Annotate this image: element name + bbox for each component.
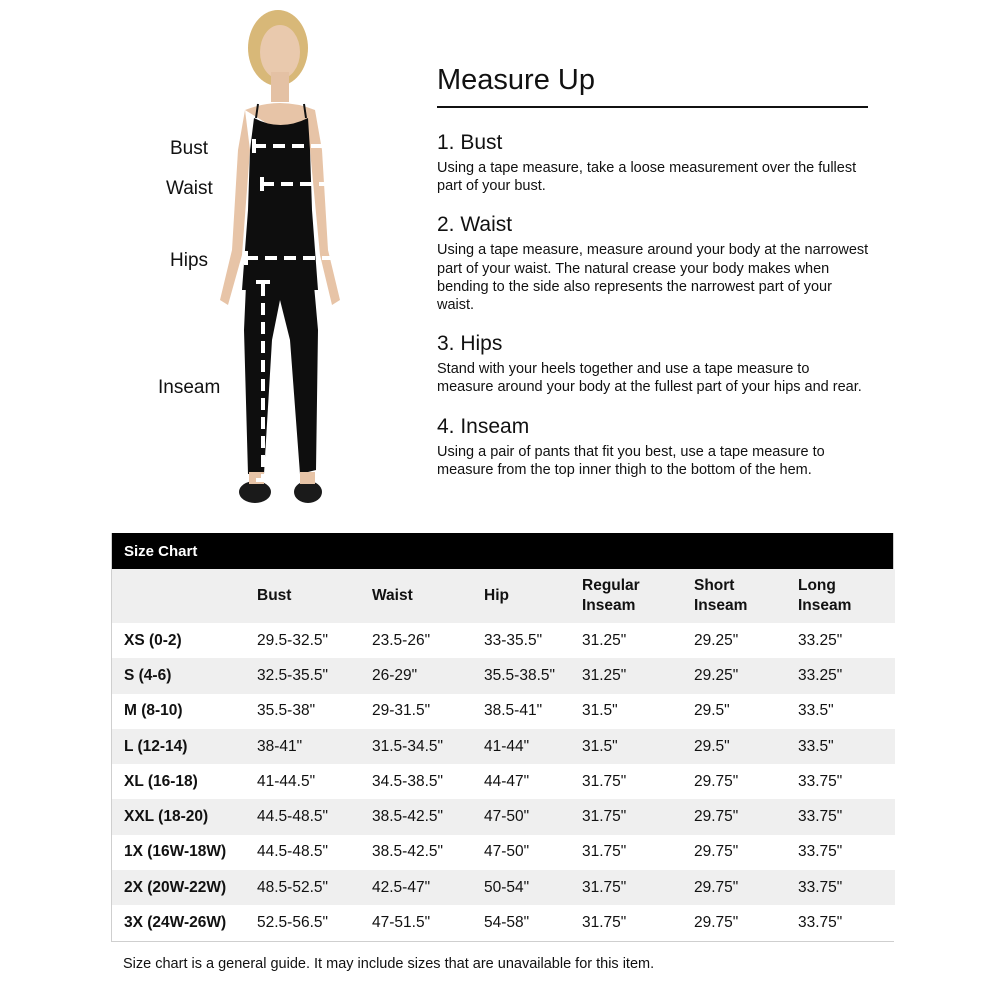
- size-chart-note: Size chart is a general guide. It may include sizes that are unavailable for this item.: [123, 956, 655, 972]
- header-line: Long: [798, 577, 836, 594]
- short-inseam-cell: 29.75": [694, 878, 739, 896]
- header-line: Regular: [582, 577, 640, 594]
- regular-inseam-cell: 31.5": [582, 737, 618, 755]
- bust-cell: 52.5-56.5": [257, 914, 328, 932]
- column-header-bust: Bust: [245, 569, 360, 623]
- waist-cell: 42.5-47": [372, 878, 431, 896]
- bust-cell: 38-41": [257, 737, 303, 755]
- label-waist: Waist: [166, 178, 213, 199]
- title-divider: [437, 106, 868, 108]
- header-line: Inseam: [582, 597, 636, 614]
- table-row: [112, 870, 895, 905]
- step-text: Using a tape measure, measure around your body at the narrowest part of your waist. The natural crease your body makes when bending to the side also represents the narrowest part of your waist.: [437, 242, 869, 314]
- short-inseam-cell: 29.75": [694, 843, 739, 861]
- table-row: [112, 623, 895, 658]
- size-chart-title: Size Chart: [112, 533, 893, 569]
- regular-inseam-cell: 31.5": [582, 702, 618, 720]
- short-inseam-cell: 29.75": [694, 772, 739, 790]
- label-hips: Hips: [170, 250, 209, 271]
- bust-cell: 48.5-52.5": [257, 878, 328, 896]
- column-header-regular-inseam: [570, 569, 682, 623]
- regular-inseam-cell: 31.75": [582, 843, 627, 861]
- bust-cell: 44.5-48.5": [257, 843, 328, 861]
- table-row: [112, 905, 895, 940]
- short-inseam-cell: 29.5": [694, 702, 730, 720]
- bust-cell: 35.5-38": [257, 702, 316, 720]
- long-inseam-cell: 33.25": [798, 631, 843, 649]
- table-row: [112, 729, 895, 764]
- waist-cell: 31.5-34.5": [372, 737, 443, 755]
- label-inseam: Inseam: [158, 377, 221, 398]
- waist-cell: 26-29": [372, 666, 418, 684]
- size-cell: L (12-14): [124, 737, 188, 755]
- waist-cell: 38.5-42.5": [372, 843, 443, 861]
- bust-cell: 44.5-48.5": [257, 808, 328, 826]
- step-waist: [437, 212, 869, 314]
- step-text: Stand with your heels together and use a tape measure to measure around your body at the fullest part of your hips and rear.: [437, 361, 862, 396]
- hip-cell: 44-47": [484, 772, 530, 790]
- column-header-hip: Hip: [472, 569, 570, 623]
- size-cell: M (8-10): [124, 702, 183, 720]
- hip-cell: 50-54": [484, 878, 530, 896]
- step-bust: [437, 130, 869, 195]
- step-text: Using a pair of pants that fit you best, use a tape measure to measure from the top inner thigh to the bottom of the hem.: [437, 443, 825, 478]
- short-inseam-cell: 29.75": [694, 914, 739, 932]
- waist-cell: 38.5-42.5": [372, 808, 443, 826]
- measure-up-title: Measure Up: [437, 64, 595, 96]
- table-row: [112, 694, 895, 729]
- long-inseam-cell: 33.25": [798, 666, 843, 684]
- short-inseam-cell: 29.5": [694, 737, 730, 755]
- long-inseam-cell: 33.75": [798, 772, 843, 790]
- waist-cell: 23.5-26": [372, 631, 431, 649]
- regular-inseam-cell: 31.75": [582, 772, 627, 790]
- waist-cell: 29-31.5": [372, 702, 431, 720]
- short-inseam-cell: 29.25": [694, 666, 739, 684]
- size-cell: XXL (18-20): [124, 808, 209, 826]
- bust-cell: 32.5-35.5": [257, 666, 328, 684]
- header-line: Short: [694, 577, 735, 594]
- waist-cell: 34.5-38.5": [372, 772, 443, 790]
- hip-cell: 33-35.5": [484, 631, 543, 649]
- measure-up-section: [437, 60, 869, 479]
- regular-inseam-cell: 31.75": [582, 914, 627, 932]
- long-inseam-cell: 33.75": [798, 808, 843, 826]
- table-header-row: [112, 569, 895, 623]
- step-heading: 1. Bust: [437, 131, 503, 154]
- long-inseam-cell: 33.75": [798, 914, 843, 932]
- step-text: Using a tape measure, take a loose measurement over the fullest part of your bust.: [437, 160, 857, 195]
- regular-inseam-cell: 31.25": [582, 666, 627, 684]
- hip-cell: 47-50": [484, 843, 530, 861]
- column-header-short-inseam: [682, 569, 786, 623]
- regular-inseam-cell: 31.75": [582, 808, 627, 826]
- long-inseam-cell: 33.75": [798, 843, 843, 861]
- step-heading: 2. Waist: [437, 213, 513, 237]
- size-cell: 1X (16W-18W): [124, 843, 227, 861]
- long-inseam-cell: 33.75": [798, 878, 843, 896]
- size-cell: XL (16-18): [124, 772, 198, 790]
- table-row: [112, 764, 895, 799]
- column-header-long-inseam: [786, 569, 895, 623]
- bust-cell: 41-44.5": [257, 772, 316, 790]
- size-cell: XS (0-2): [124, 631, 182, 649]
- short-inseam-cell: 29.75": [694, 808, 739, 826]
- size-cell: 2X (20W-22W): [124, 878, 227, 896]
- table-row: [112, 799, 895, 834]
- bust-cell: 29.5-32.5": [257, 631, 328, 649]
- table-row: [112, 658, 895, 693]
- header-line: Inseam: [798, 597, 852, 614]
- size-chart: [111, 533, 894, 942]
- step-hips: [437, 331, 869, 396]
- hip-cell: 47-50": [484, 808, 530, 826]
- column-header-size: [112, 569, 245, 623]
- hip-cell: 38.5-41": [484, 702, 543, 720]
- hip-cell: 41-44": [484, 737, 530, 755]
- table-row: [112, 835, 895, 870]
- model-figure: [150, 0, 400, 525]
- step-heading: 3. Hips: [437, 332, 503, 356]
- long-inseam-cell: 33.5": [798, 702, 834, 720]
- size-chart-table: [112, 569, 895, 941]
- header-line: Inseam: [694, 597, 748, 614]
- step-inseam: [437, 414, 869, 479]
- hip-cell: 54-58": [484, 914, 530, 932]
- step-heading: 4. Inseam: [437, 414, 530, 438]
- size-cell: S (4-6): [124, 666, 172, 684]
- size-cell: 3X (24W-26W): [124, 914, 227, 932]
- long-inseam-cell: 33.5": [798, 737, 834, 755]
- column-header-waist: Waist: [360, 569, 472, 623]
- regular-inseam-cell: 31.75": [582, 878, 627, 896]
- short-inseam-cell: 29.25": [694, 631, 739, 649]
- label-bust: Bust: [170, 138, 209, 159]
- regular-inseam-cell: 31.25": [582, 631, 627, 649]
- waist-cell: 47-51.5": [372, 914, 431, 932]
- hip-cell: 35.5-38.5": [484, 666, 555, 684]
